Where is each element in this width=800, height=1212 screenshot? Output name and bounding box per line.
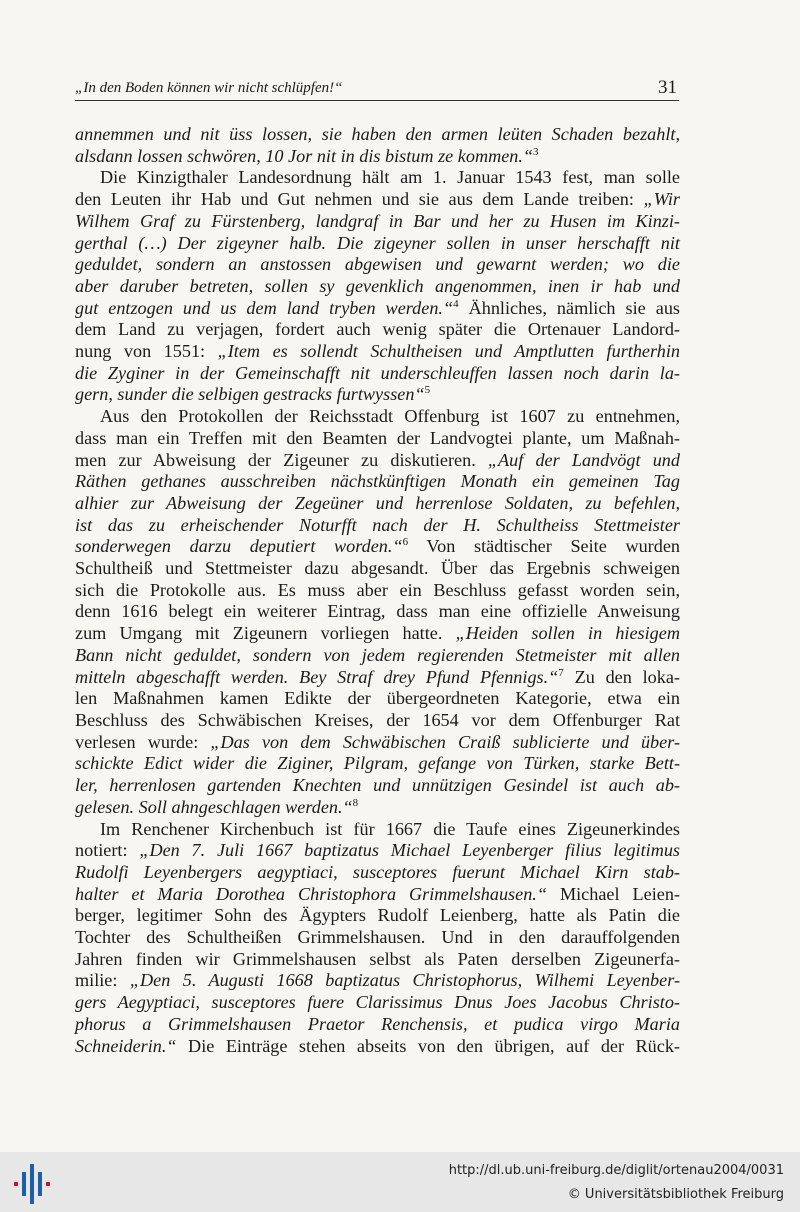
text-run: Ähnliches, nämlich sie aus bbox=[458, 297, 680, 318]
text-run: Tochter des Schultheißen Grimmelshausen. Und in den darauffolgenden bbox=[75, 927, 680, 948]
text-run: Die Kinzigthaler Landesordnung hält am 1. Januar 1543 fest, man solle bbox=[100, 167, 680, 188]
text-run: men zur Abweisung der Zigeuner zu diskutieren. bbox=[75, 449, 488, 470]
text-line bbox=[75, 254, 680, 276]
quoted-source-text: gern, sunder die selbigen gestracks furtwyssen“ bbox=[75, 384, 425, 405]
text-line bbox=[75, 471, 680, 493]
quoted-source-text: „Das von dem Schwäbischen Craiß sublicierte und über- bbox=[210, 731, 680, 752]
text-line bbox=[75, 319, 680, 341]
text-run: notiert: bbox=[75, 840, 140, 861]
footnote-marker: 4 bbox=[453, 297, 459, 310]
running-title: „In den Boden können wir nicht schlüpfen!“ bbox=[75, 80, 343, 96]
text-line bbox=[75, 645, 680, 667]
footnote-marker: 7 bbox=[558, 666, 564, 679]
text-line bbox=[75, 862, 680, 884]
copyright-notice: © Universitätsbibliothek Freiburg bbox=[567, 1187, 784, 1202]
text-run: Schultheiß und Stettmeister dazu abgesandt. Über das Ergebnis schweigen bbox=[75, 558, 680, 579]
quoted-source-text: gers Aegyptiaci, susceptores fuere Clarissimus Dnus Joes Jacobus Christo- bbox=[75, 992, 680, 1013]
footnote-marker: 8 bbox=[352, 796, 359, 809]
text-line bbox=[75, 753, 680, 775]
quoted-source-text: aber daruber betreten, sollen sy gevenklich angenommen, inen ir hab und bbox=[75, 275, 680, 296]
footnote-marker: 5 bbox=[424, 384, 431, 397]
quoted-source-text: alhier zur Abweisung der Zegeüner und herrenlose Soldaten, zu befehlen, bbox=[75, 492, 680, 513]
text-line bbox=[75, 580, 680, 602]
quoted-source-text: halter et Maria Dorothea Christophora Grimmelshausen.“ bbox=[75, 883, 547, 904]
source-url-link[interactable]: http://dl.ub.uni-freiburg.de/diglit/ortenau2004/0031 bbox=[448, 1163, 784, 1178]
quoted-source-text: ist das zu erheischender Noturfft nach der H. Schultheiss Stettmeister bbox=[75, 514, 680, 535]
text-line bbox=[75, 905, 680, 927]
text-line bbox=[75, 797, 680, 819]
text-line bbox=[75, 211, 680, 233]
quoted-source-text: geduldet, sondern an anstossen abgewisen und gewarnt werden; wo die bbox=[75, 254, 680, 275]
text-run: denn 1616 belegt ein weiterer Eintrag, dass man eine offizielle Anweisung bbox=[75, 601, 680, 622]
ub-freiburg-logo-icon[interactable] bbox=[10, 1162, 54, 1206]
text-line bbox=[75, 840, 680, 862]
text-run: Beschluss des Schwäbischen Kreises, der 1654 vor dem Offenburger Rat bbox=[75, 709, 680, 730]
text-line bbox=[75, 623, 680, 645]
quoted-source-text: phorus a Grimmelshausen Praetor Renchensis, et pudica virgo Maria bbox=[75, 1013, 680, 1034]
running-header bbox=[75, 78, 679, 101]
text-run: dass man ein Treffen mit den Beamten der Landvogtei plante, um Maßnah- bbox=[75, 427, 680, 448]
text-run: milie: bbox=[75, 970, 130, 991]
quoted-source-text: „Item es sollendt Schultheisen und Amptlutten furtherhin bbox=[217, 341, 680, 362]
quoted-source-text: „Heiden sollen in hiesigem bbox=[455, 623, 680, 644]
quoted-source-text: „Auf der Landvögt und bbox=[487, 449, 680, 470]
quoted-source-text: gut entzogen und us dem land tryben werden.“ bbox=[75, 297, 454, 318]
quoted-source-text: Räthen gethanes ausschreiben nächstkünftigen Monath ein gemeinen Tag bbox=[75, 471, 680, 492]
quoted-source-text: die Zyginer in der Gemeinschafft nit underschleuffen lassen noch darin la- bbox=[75, 362, 680, 383]
quoted-source-text: mitteln abgeschafft werden. Bey Straf drey Pfund Pfennigs.“ bbox=[75, 666, 559, 687]
text-line bbox=[75, 536, 680, 558]
body-text bbox=[75, 124, 680, 1057]
quoted-source-text: sonderwegen darzu deputiert worden.“ bbox=[75, 536, 403, 557]
text-line bbox=[75, 992, 680, 1014]
text-line bbox=[75, 688, 680, 710]
text-run: sich die Protokolle aus. Es muss aber ein Beschluss gefasst worden sein, bbox=[75, 579, 680, 600]
text-run: Von städtischer Seite wurden bbox=[408, 536, 681, 557]
quoted-source-text: Bann nicht geduldet, sondern von jedem regierenden Stetmeister mit allen bbox=[75, 644, 680, 665]
text-line bbox=[75, 558, 680, 580]
text-run: verlesen wurde: bbox=[75, 731, 211, 752]
text-line bbox=[75, 146, 680, 168]
page-number: 31 bbox=[658, 77, 677, 98]
text-line bbox=[75, 124, 680, 146]
text-run: Die Einträge stehen abseits von den übrigen, auf der Rück- bbox=[176, 1035, 680, 1056]
quoted-source-text: „Den 5. Augusti 1668 baptizatus Christophorus, Wilhemi Leyenber- bbox=[129, 970, 680, 991]
text-line bbox=[75, 384, 680, 406]
text-line bbox=[75, 1014, 680, 1036]
text-line bbox=[75, 233, 680, 255]
text-line bbox=[75, 710, 680, 732]
quoted-source-text: schickte Edict wider die Ziginer, Pilgram, gefange von Türken, starke Bett- bbox=[75, 753, 680, 774]
text-line bbox=[75, 775, 680, 797]
text-line bbox=[75, 341, 680, 363]
quoted-source-text: gelesen. Soll ahngeschlagen werden.“ bbox=[75, 796, 353, 817]
text-line bbox=[75, 601, 680, 623]
text-line bbox=[75, 363, 680, 385]
text-run: zum Umgang mit Zigeunern vorliegen hatte. bbox=[75, 623, 456, 644]
text-line bbox=[75, 819, 680, 841]
text-line bbox=[75, 515, 680, 537]
text-line bbox=[75, 970, 680, 992]
text-line bbox=[75, 884, 680, 906]
text-line bbox=[75, 189, 680, 211]
text-line bbox=[75, 406, 680, 428]
text-run: dem Land zu verjagen, fordert auch wenig später die Ortenauer Landord- bbox=[75, 319, 680, 340]
quoted-source-text: Schneiderin.“ bbox=[75, 1035, 177, 1056]
footnote-marker: 6 bbox=[402, 536, 409, 549]
text-line bbox=[75, 298, 680, 320]
quoted-source-text: Rudolfi Leyenbergers aegyptiaci, susceptores fuerunt Michael Kirn stab- bbox=[75, 861, 680, 882]
text-line bbox=[75, 493, 680, 515]
text-line bbox=[75, 1036, 680, 1058]
text-run: berger, legitimer Sohn des Ägypters Rudolf Leienberg, hatte als Patin die bbox=[75, 905, 680, 926]
quoted-source-text: Wilhem Graf zu Fürstenberg, landgraf in Bar und her zu Husen im Kinzi- bbox=[75, 210, 680, 231]
text-line bbox=[75, 927, 680, 949]
quoted-source-text: annemmen und nit üss lossen, sie haben den armen leüten Schaden bezahlt, bbox=[75, 124, 680, 144]
text-line bbox=[75, 949, 680, 971]
quoted-source-text: „Den 7. Juli 1667 baptizatus Michael Leyenberger filius legitimus bbox=[139, 840, 681, 861]
text-line bbox=[75, 732, 680, 754]
text-run: Jahren finden wir Grimmelshausen selbst als Paten derselben Zigeunerfa- bbox=[75, 948, 680, 969]
text-run: den Leuten ihr Hab und Gut nehmen und sie aus dem Lande treiben: bbox=[75, 189, 644, 210]
text-run: Michael Leien- bbox=[546, 883, 680, 904]
text-line bbox=[75, 167, 680, 189]
text-line bbox=[75, 428, 680, 450]
text-run: len Maßnahmen kamen Edikte der übergeordneten Kategorie, etwa ein bbox=[75, 688, 680, 709]
quoted-source-text: ler, herrenlosen gartenden Knechten und unnützigen Gesindel ist auch ab- bbox=[75, 775, 680, 796]
text-run: Zu den loka- bbox=[563, 666, 680, 687]
quoted-source-text: alsdann lossen schwören, 10 Jor nit in dis bistum ze kommen.“ bbox=[75, 145, 534, 166]
quoted-source-text: gerthal (…) Der zigeyner halb. Die zigeyner sollen in unser herschafft nit bbox=[75, 232, 680, 253]
quoted-source-text: „Wir bbox=[643, 189, 680, 210]
text-run: Im Renchener Kirchenbuch ist für 1667 die Taufe eines Zigeunerkindes bbox=[100, 818, 680, 839]
footnote-marker: 3 bbox=[533, 145, 539, 158]
footer-bar bbox=[0, 1152, 800, 1212]
text-line bbox=[75, 450, 680, 472]
text-line bbox=[75, 276, 680, 298]
text-line bbox=[75, 667, 680, 689]
text-run: nung von 1551: bbox=[75, 341, 218, 362]
text-run: Aus den Protokollen der Reichsstadt Offenburg ist 1607 zu entnehmen, bbox=[100, 406, 680, 427]
